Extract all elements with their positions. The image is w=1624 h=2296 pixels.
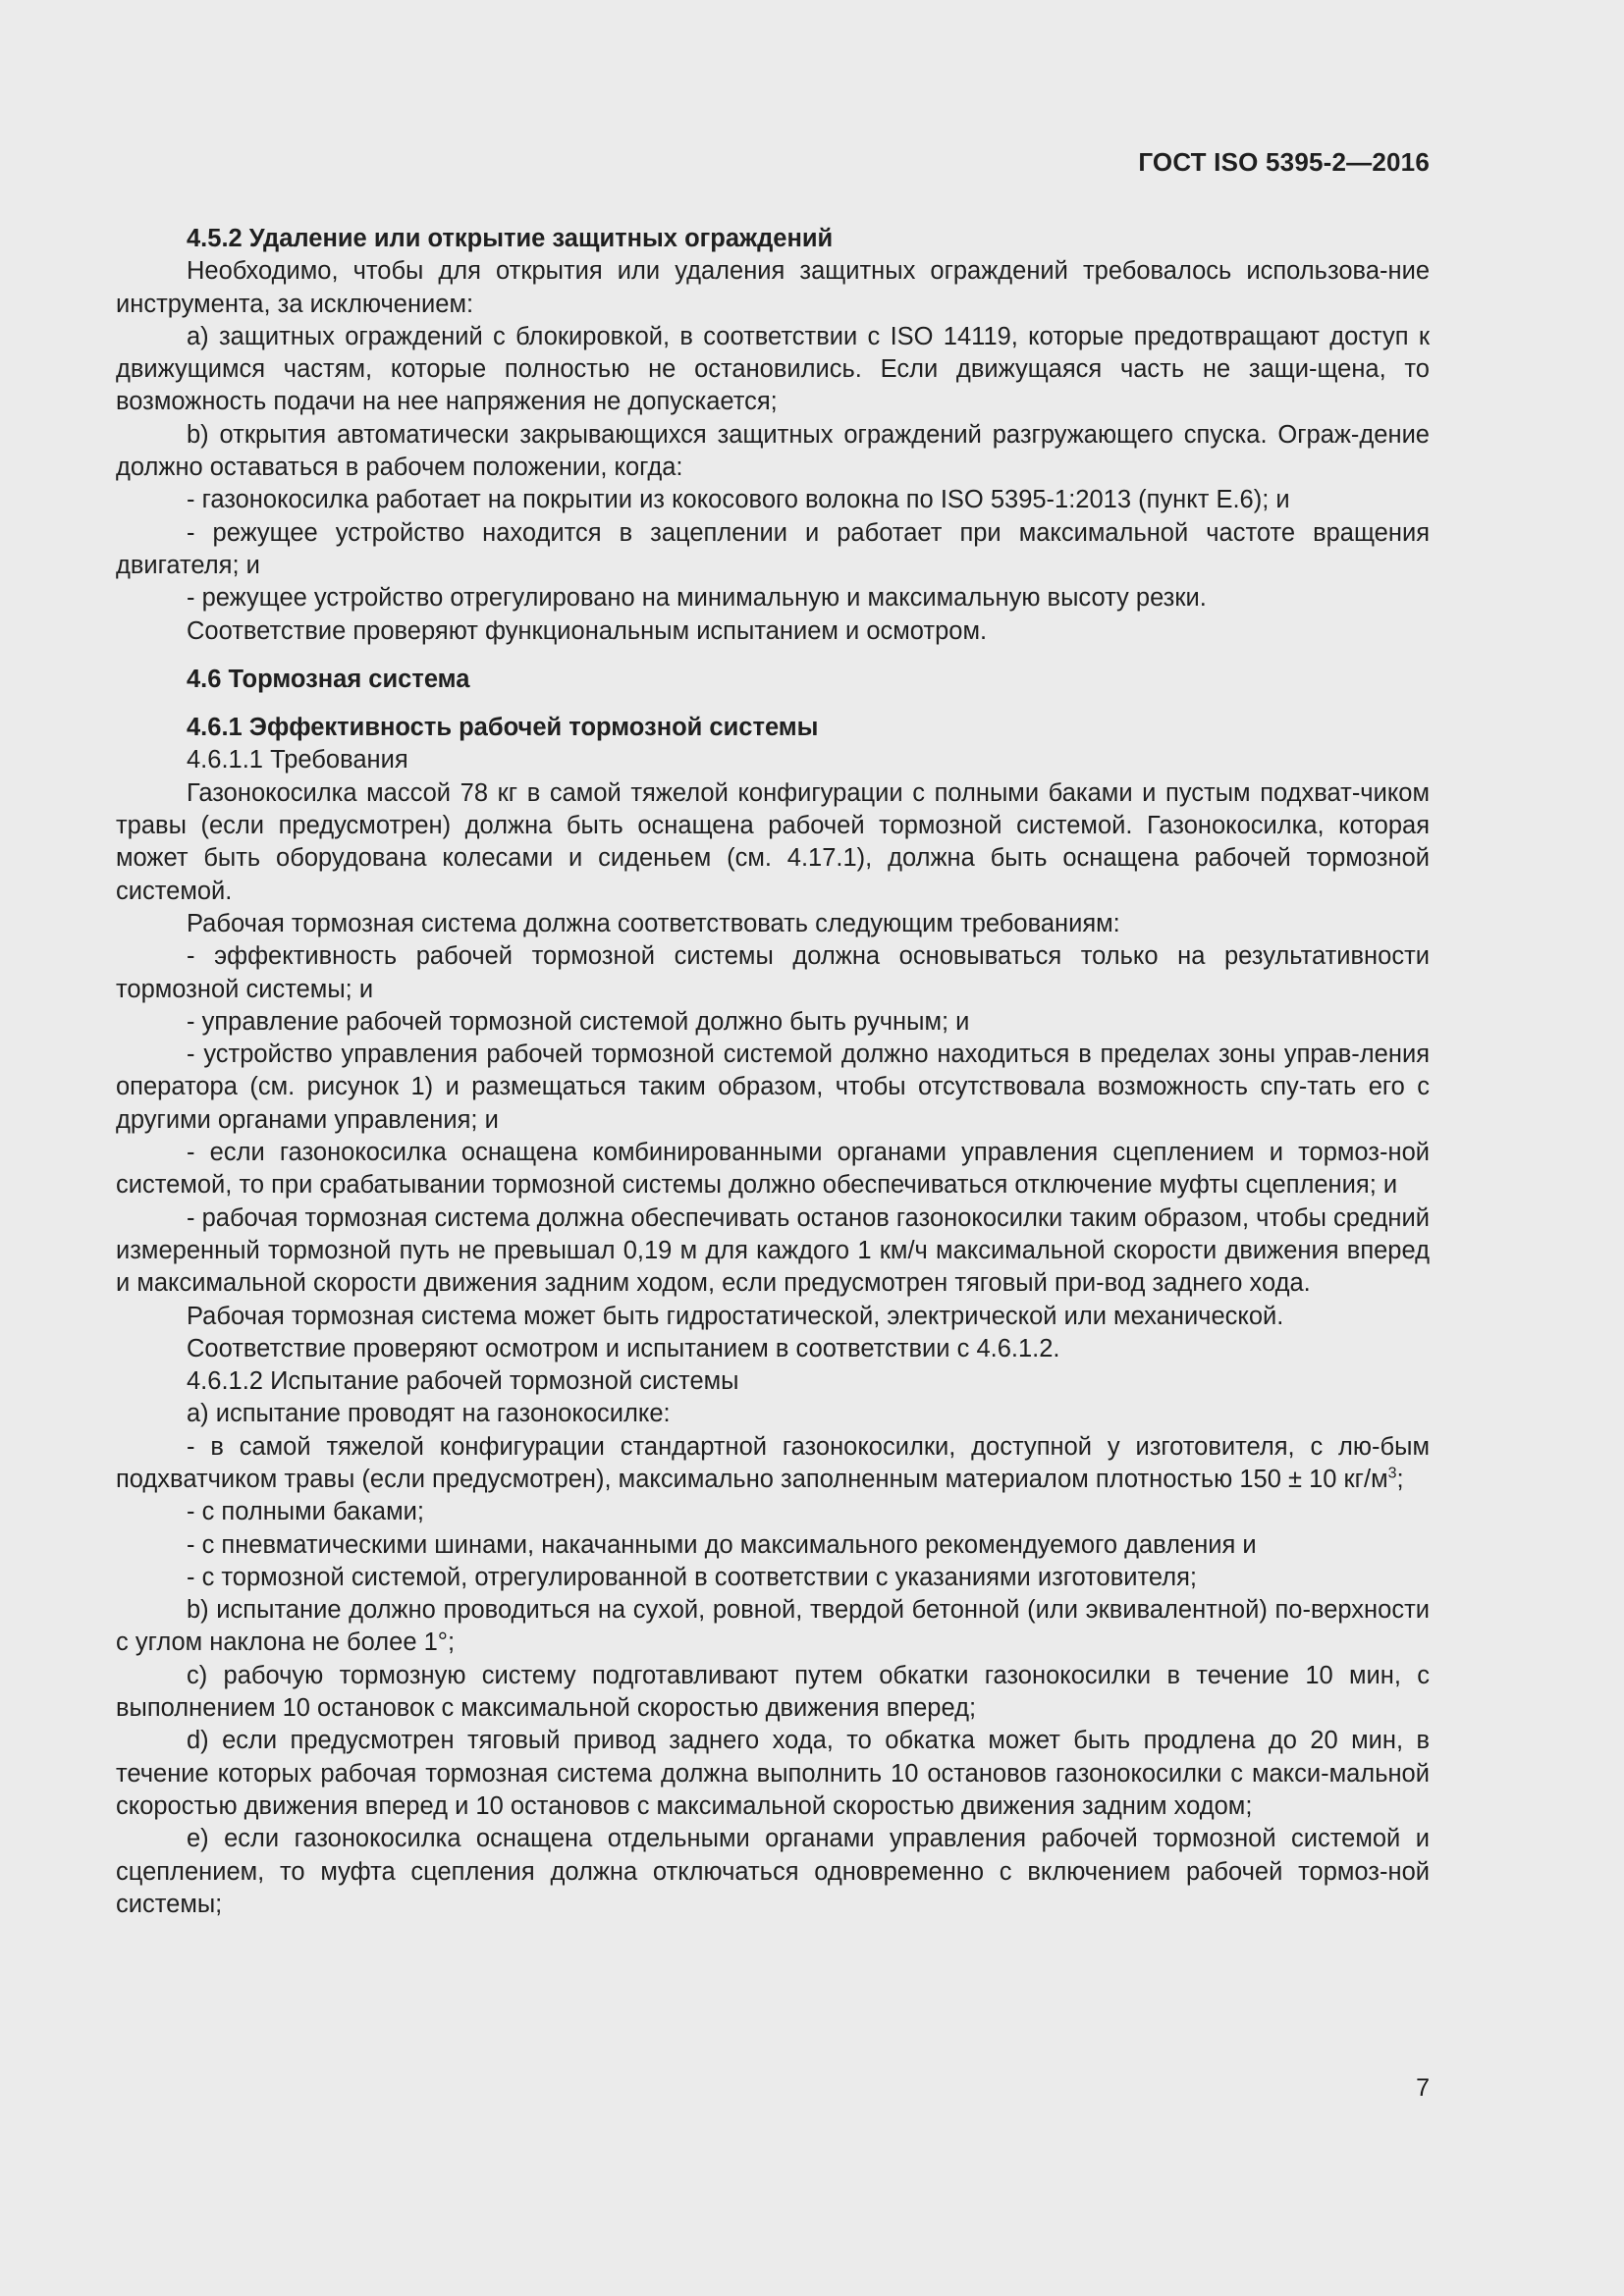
list-item: а) защитных ограждений с блокировкой, в соответствии с ISO 14119, которые предотвращают доступ к движущимся частям, которые полностью не остановились. Если движущаяся часть не защи-щена, то возможность подачи на нее напряжения не допускается; bbox=[116, 322, 1430, 416]
subheading-4-6-1-1: 4.6.1.1 Требования bbox=[187, 746, 408, 774]
subheading-4-6-1-2: 4.6.1.2 Испытание рабочей тормозной системы bbox=[187, 1367, 739, 1396]
paragraph: Соответствие проверяют функциональным испытанием и осмотром. bbox=[187, 616, 988, 645]
superscript: 3 bbox=[1387, 1465, 1397, 1482]
list-item-tail: ; bbox=[1396, 1465, 1404, 1493]
list-item bbox=[116, 1431, 1430, 1497]
list-item: - если газонокосилка оснащена комбинированными органами управления сцеплением и тормоз-ной системой, то при срабатывании тормозной системы должно обеспечиваться отключение муфты сцепления; и bbox=[116, 1139, 1430, 1200]
list-item: - рабочая тормозная система должна обеспечивать останов газонокосилки таким образом, чтобы средний измеренный тормозной путь не превышал 0,19 м для каждого 1 км/ч максимальной скорости движения вперед и максимальной скорости движения задним ходом, если предусмотрен тяговый при-вод заднего хода. bbox=[116, 1203, 1430, 1298]
document-body bbox=[116, 223, 1430, 1921]
list-item: - с пневматическими шинами, накачанными до максимального рекомендуемого давления и bbox=[187, 1530, 1257, 1559]
document-header: ГОСТ ISO 5395-2—2016 bbox=[1138, 147, 1430, 177]
page-number: 7 bbox=[1416, 2074, 1430, 2102]
paragraph: Газонокосилка массой 78 кг в самой тяжелой конфигурации с полными баками и пустым подхват-чиком травы (если предусмотрен) должна быть оснащена рабочей тормозной системой. Газонокосилка, которая может быть оборудована колесами и сиденьем (см. 4.17.1), должна быть оснащена рабочей тормозной системой. bbox=[116, 778, 1430, 905]
list-item: - устройство управления рабочей тормозной системой должно находиться в пределах зоны управ-ления оператора (см. рисунок 1) и размещаться таким образом, чтобы отсутствовала возможность спу-тать его с другими органами управления; и bbox=[116, 1041, 1430, 1134]
list-item-text: - в самой тяжелой конфигурации стандартной газонокосилки, доступной у изготовителя, с лю-бым подхватчиком травы (если предусмотрен), максимально заполненным материалом плотностью 150 ± 10 кг/м bbox=[116, 1432, 1430, 1493]
list-item: - режущее устройство находится в зацеплении и работает при максимальной частоте вращения двигателя; и bbox=[116, 518, 1430, 579]
list-item: - управление рабочей тормозной системой должно быть ручным; и bbox=[187, 1007, 970, 1036]
list-item: а) испытание проводят на газонокосилке: bbox=[187, 1400, 671, 1428]
list-item: с) рабочую тормозную систему подготавливают путем обкатки газонокосилки в течение 10 мин, с выполнением 10 остановок с максимальной скоростью движения вперед; bbox=[116, 1661, 1430, 1723]
list-item: е) если газонокосилка оснащена отдельными органами управления рабочей тормозной системой и сцеплением, то муфта сцепления должна отключаться одновременно с включением рабочей тормоз-ной системы; bbox=[116, 1825, 1430, 1918]
list-item: - с полными баками; bbox=[187, 1498, 424, 1526]
list-item: - эффективность рабочей тормозной системы должна основываться только на результативности тормозной системы; и bbox=[116, 942, 1430, 1003]
paragraph: Рабочая тормозная система должна соответствовать следующим требованиям: bbox=[187, 909, 1120, 937]
paragraph: Соответствие проверяют осмотром и испытанием в соответствии с 4.6.1.2. bbox=[187, 1334, 1060, 1362]
list-item: - с тормозной системой, отрегулированной в соответствии с указаниями изготовителя; bbox=[187, 1563, 1198, 1591]
heading-4-6: 4.6 Тормозная система bbox=[187, 665, 470, 693]
paragraph: Необходимо, чтобы для открытия или удаления защитных ограждений требовалось использова-ние инструмента, за исключением: bbox=[116, 257, 1430, 318]
paragraph: Рабочая тормозная система может быть гидростатической, электрической или механической. bbox=[187, 1302, 1284, 1330]
list-item: - режущее устройство отрегулировано на минимальную и максимальную высоту резки. bbox=[187, 584, 1207, 613]
heading-4-6-1: 4.6.1 Эффективность рабочей тормозной системы bbox=[187, 714, 819, 742]
list-item: - газонокосилка работает на покрытии из кокосового волокна по ISO 5395-1:2013 (пункт E.6); и bbox=[187, 486, 1290, 514]
heading-4-5-2: 4.5.2 Удаление или открытие защитных ограждений bbox=[187, 225, 834, 252]
list-item: b) открытия автоматически закрывающихся защитных ограждений разгружающего спуска. Ограж-дение должно оставаться в рабочем положении, когда: bbox=[116, 420, 1430, 482]
list-item: d) если предусмотрен тяговый привод заднего хода, то обкатка может быть продлена до 20 мин, в течение которых рабочая тормозная система должна выполнить 10 остановов газонокосилки с макси-мальной скоростью движения вперед и 10 остановов с максимальной скоростью движения задним ходом; bbox=[116, 1727, 1430, 1820]
list-item: b) испытание должно проводиться на сухой, ровной, твердой бетонной (или эквивалентной) по-верхности с углом наклона не более 1°; bbox=[116, 1596, 1430, 1657]
